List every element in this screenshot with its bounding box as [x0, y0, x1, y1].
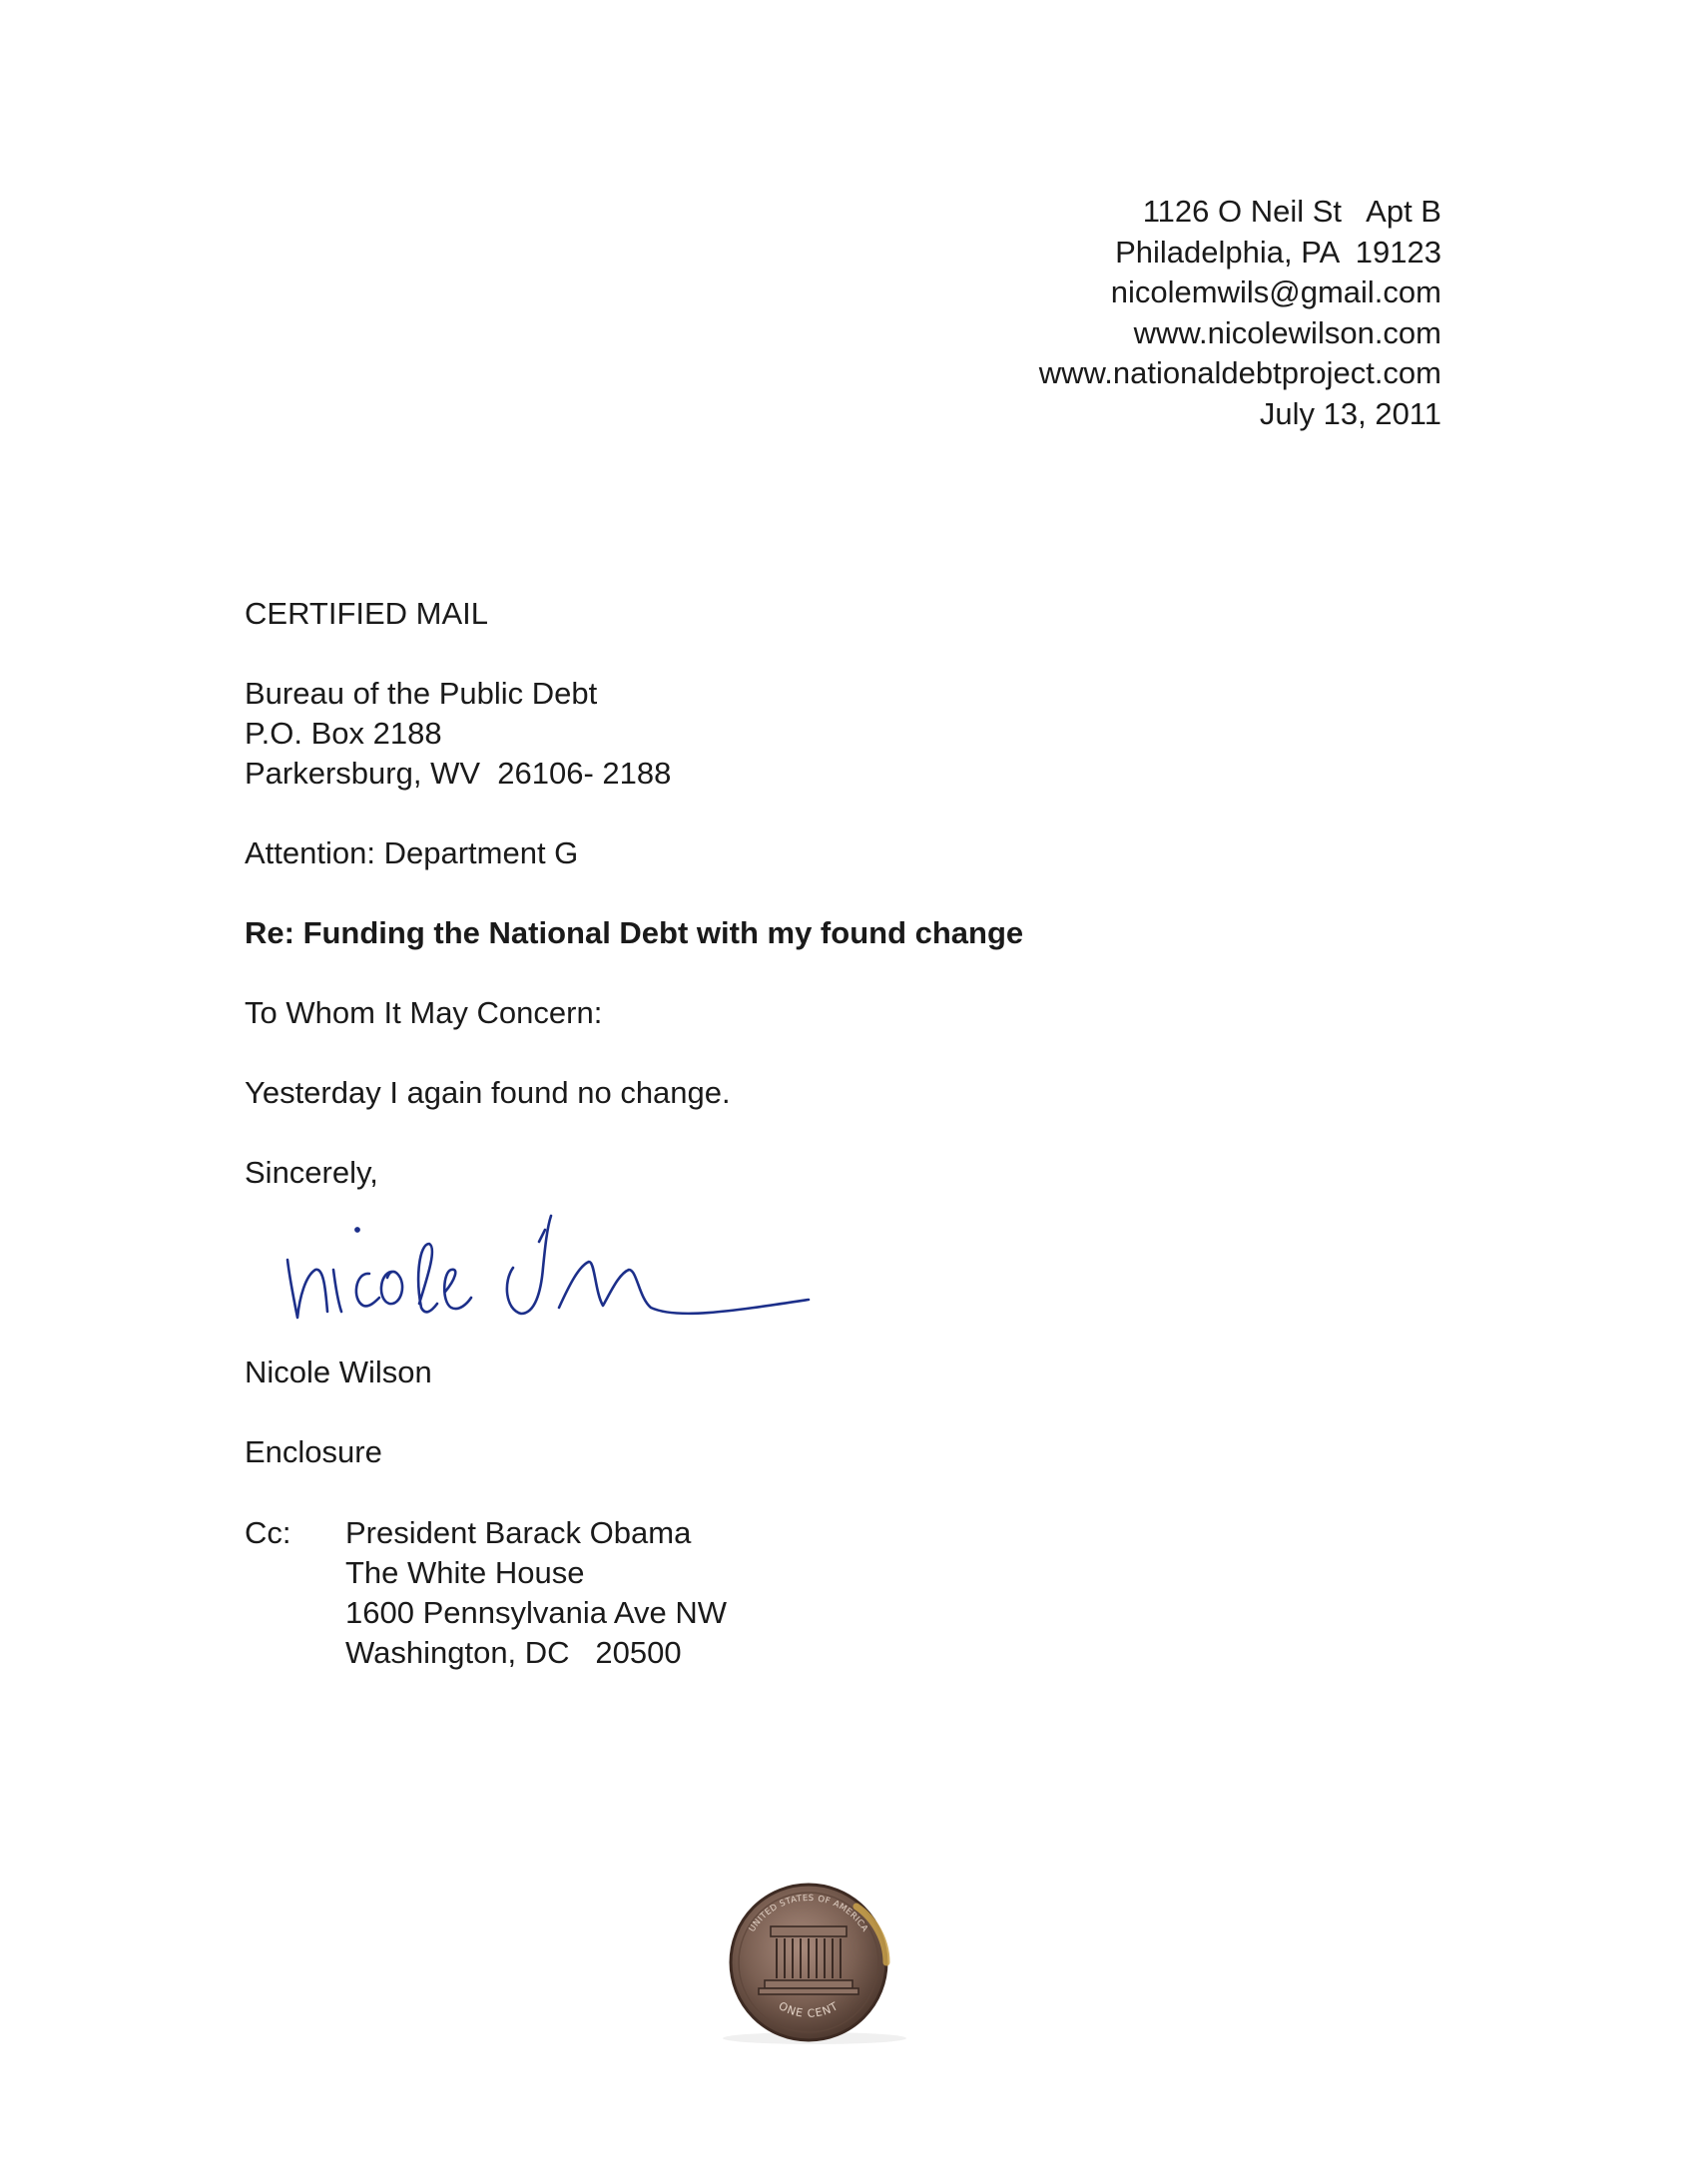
sender-street: 1126 O Neil St Apt B — [1142, 194, 1441, 229]
cc-street: 1600 Pennsylvania Ave NW — [345, 1595, 727, 1630]
mail-type: CERTIFIED MAIL — [245, 596, 489, 631]
letter-date: July 13, 2011 — [1259, 395, 1441, 431]
cc-city: Washington, DC 20500 — [345, 1635, 682, 1670]
coin-top-legend: UNITED STATES OF AMERICA — [747, 1893, 870, 1934]
sender-website-2: www.nationaldebtproject.com — [1038, 355, 1441, 390]
salutation: To Whom It May Concern: — [245, 995, 603, 1030]
signature — [260, 1208, 819, 1348]
enclosure-note: Enclosure — [245, 1434, 382, 1469]
closing: Sincerely, — [245, 1155, 378, 1190]
recipient-city: Parkersburg, WV 26106- 2188 — [245, 756, 672, 791]
signer-name: Nicole Wilson — [245, 1355, 432, 1389]
recipient-po-box: P.O. Box 2188 — [245, 716, 442, 751]
sender-website-1: www.nicolewilson.com — [1133, 314, 1441, 350]
coin-bottom-legend: ONE CENT — [776, 1998, 842, 2020]
cc-name: President Barack Obama — [345, 1515, 692, 1550]
recipient-name: Bureau of the Public Debt — [245, 676, 598, 711]
sender-address-block — [1039, 192, 1441, 434]
sender-email: nicolemwils@gmail.com — [1110, 274, 1441, 309]
subject-line: Re: Funding the National Debt with my found change — [245, 915, 1024, 950]
cc-org: The White House — [345, 1555, 585, 1590]
attention-line: Attention: Department G — [245, 835, 579, 870]
letter-body: Yesterday I again found no change. — [245, 1075, 731, 1110]
penny-coin-image — [699, 1857, 918, 2056]
cc-address-block — [345, 1513, 727, 1673]
cc-label: Cc: — [245, 1515, 291, 1550]
sender-city: Philadelphia, PA 19123 — [1115, 234, 1441, 270]
